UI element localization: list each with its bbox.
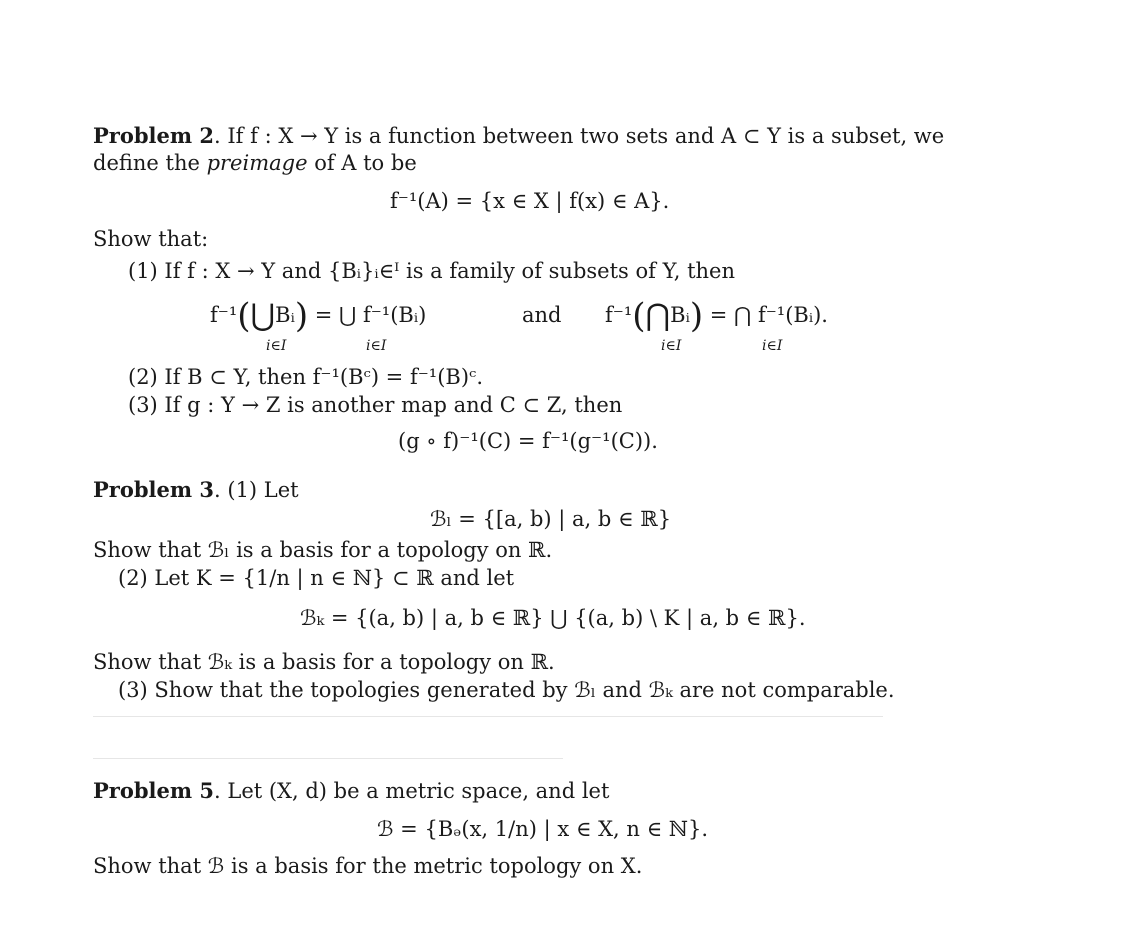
problem2-item3: (3) If g : Y → Z is another map and C ⊂ Z, then <box>128 393 623 417</box>
union-rhs: = ⋃ f⁻¹(Bᵢ) <box>314 303 427 327</box>
intersection-equation <box>605 296 828 336</box>
metric-basis: ℬ = {Bₔ(x, 1/n) | x ∈ X, n ∈ ℕ}. <box>377 817 709 841</box>
problem3-item3: (3) Show that the topologies generated by ℬₗ and ℬₖ are not comparable. <box>118 678 895 702</box>
problem5-line1 <box>93 778 609 804</box>
right-paren-glyph-2: ) <box>689 296 704 336</box>
union-lhs-b: Bᵢ <box>275 303 295 327</box>
problem3-show-l: Show that ℬₗ is a basis for a topology on ℝ. <box>93 538 553 562</box>
basis-k: ℬₖ = {(a, b) | a, b ∈ ℝ} ⋃ {(a, b) \ K | a, b ∈ ℝ}. <box>300 606 806 630</box>
problem2-line2 <box>93 150 417 176</box>
preimage-term: preimage <box>206 151 308 175</box>
problem5-label: Problem 5 <box>93 778 215 803</box>
problem2-label: Problem 2 <box>93 123 215 148</box>
left-paren-glyph-2: ( <box>632 296 646 336</box>
problem3-item2: (2) Let K = {1/n | n ∈ ℕ} ⊂ ℝ and let <box>118 566 515 590</box>
composition-formula: (g ∘ f)⁻¹(C) = f⁻¹(g⁻¹(C)). <box>398 429 658 453</box>
union-equation <box>210 296 427 336</box>
inter-rhs: = ⋂ f⁻¹(Bᵢ). <box>709 303 828 327</box>
and-word: and <box>522 303 562 327</box>
faint-divider <box>93 716 883 717</box>
left-paren-glyph: ( <box>237 296 251 336</box>
big-union-symbol: ⋃ <box>250 298 276 333</box>
preimage-definition: f⁻¹(A) = {x ∈ X | f(x) ∈ A}. <box>390 189 670 213</box>
problem3-intro: . (1) Let <box>214 478 299 502</box>
problem2-line1 <box>93 123 944 149</box>
problem2-item1: (1) If f : X → Y and {Bᵢ}ᵢ∈ᴵ is a family of subsets of Y, then <box>128 259 735 283</box>
problem2-intro-line2b: of A to be <box>307 151 417 175</box>
problem2-intro: . If f : X → Y is a function between two sets and A ⊂ Y is a subset, we <box>214 124 945 148</box>
faint-divider-2 <box>93 758 563 759</box>
problem3-show-k: Show that ℬₖ is a basis for a topology on ℝ. <box>93 650 555 674</box>
problem2-item2: (2) If B ⊂ Y, then f⁻¹(Bᶜ) = f⁻¹(B)ᶜ. <box>128 365 483 389</box>
problem3-label: Problem 3 <box>93 477 215 502</box>
inter-lhs-f: f⁻¹ <box>605 303 633 327</box>
problem3-line1 <box>93 477 299 503</box>
inter-rhs-index: i∈I <box>762 338 783 354</box>
big-intersection-symbol: ⋂ <box>645 298 671 333</box>
inter-lhs-index: i∈I <box>661 338 682 354</box>
union-lhs-f: f⁻¹ <box>210 303 238 327</box>
problem2-intro-line2a: define the <box>93 151 207 175</box>
problem5-intro: . Let (X, d) be a metric space, and let <box>214 779 610 803</box>
problem5-show: Show that ℬ is a basis for the metric topology on X. <box>93 854 643 878</box>
show-that-label: Show that: <box>93 227 209 251</box>
basis-lower-limit: ℬₗ = {[a, b) | a, b ∈ ℝ} <box>430 507 672 531</box>
right-paren-glyph: ) <box>294 296 309 336</box>
union-lhs-index: i∈I <box>266 338 287 354</box>
union-rhs-index: i∈I <box>366 338 387 354</box>
inter-lhs-b: Bᵢ <box>670 303 690 327</box>
